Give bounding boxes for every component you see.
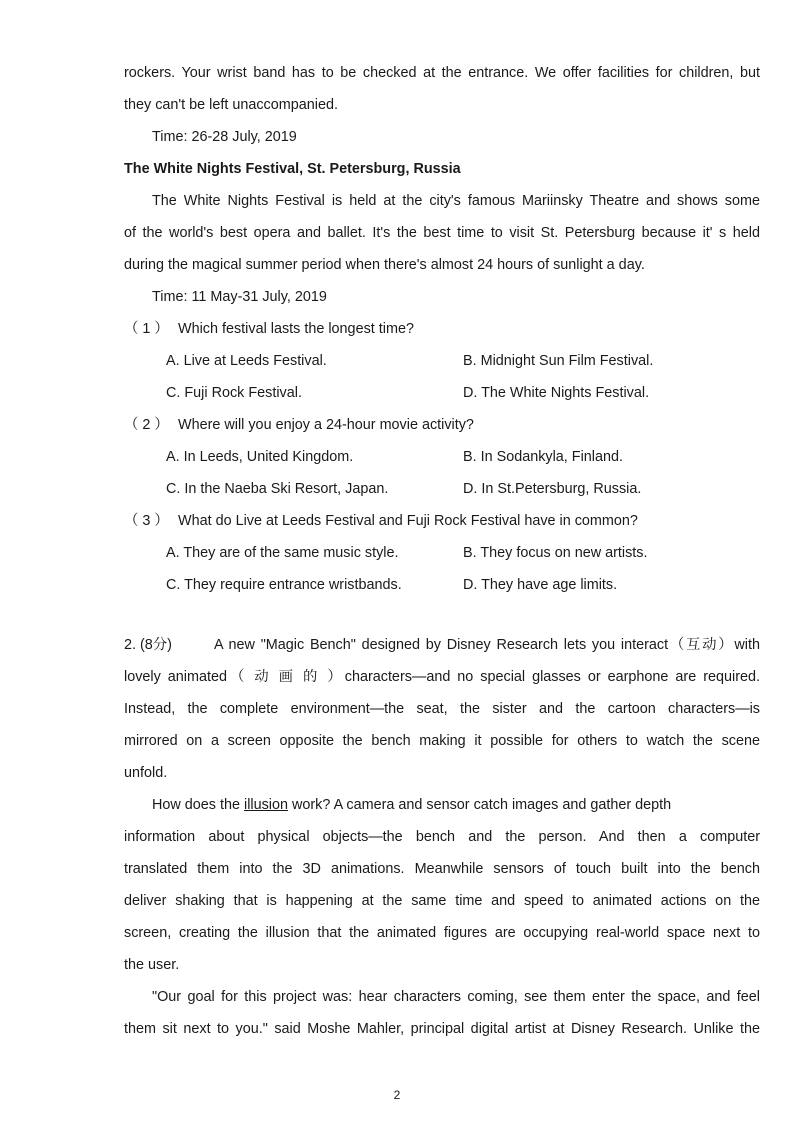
question-text: Where will you enjoy a 24-hour movie activity? [178,417,474,433]
option-c: C. In the Naeba Ski Resort, Japan. [166,481,389,497]
option-a: A. They are of the same music style. [166,545,399,561]
option-b: B. They focus on new artists. [463,545,648,561]
option-b: B. Midnight Sun Film Festival. [463,353,654,369]
text-line: them sit next to you." said Moshe Mahler, principal digital artist at Disney Research. Unlike the [124,1021,760,1037]
festival-time: Time: 11 May-31 July, 2019 [152,289,327,305]
underlined-word: illusion [244,797,288,813]
text-line: Instead, the complete environment—the seat, the sister and the cartoon characters—is [124,701,760,717]
text-line: during the magical summer period when there's almost 24 hours of sunlight a day. [124,257,645,273]
question-number: （ 3 ） [124,513,169,529]
festival-heading: The White Nights Festival, St. Petersburg, Russia [124,161,461,177]
option-c: C. Fuji Rock Festival. [166,385,302,401]
festival-time: Time: 26-28 July, 2019 [152,129,297,145]
question-text: What do Live at Leeds Festival and Fuji Rock Festival have in common? [178,513,638,529]
text-line: mirrored on a screen opposite the bench making it possible for others to watch the scene [124,733,760,749]
text-line: screen, creating the illusion that the animated figures are occupying real-world space next to [124,925,760,941]
question-text: Which festival lasts the longest time? [178,321,414,337]
question-number: （ 2 ） [124,417,169,433]
text-line: rockers. Your wrist band has to be checked at the entrance. We offer facilities for children, but [124,65,760,81]
option-d: D. The White Nights Festival. [463,385,650,401]
text-line: they can't be left unaccompanied. [124,97,338,113]
text-line: translated them into the 3D animations. Meanwhile sensors of touch built into the bench [124,861,760,877]
text-line: of the world's best opera and ballet. It's the best time to visit St. Petersburg because it' s held [124,225,760,241]
text-fragment: How does the [152,797,244,813]
option-c: C. They require entrance wristbands. [166,577,402,593]
text-line: A new "Magic Bench" designed by Disney Research lets you interact（互动）with [214,637,760,653]
page-number: 2 [393,1088,401,1102]
option-a: A. Live at Leeds Festival. [166,353,327,369]
text-line: deliver shaking that is happening at the same time and speed to animated actions on the [124,893,760,909]
text-line [152,796,760,814]
text-line: unfold. [124,765,168,781]
text-line: lovely animated（ 动 画 的 ）characters—and no special glasses or earphone are required. [124,669,760,685]
option-d: D. They have age limits. [463,577,618,593]
option-b: B. In Sodankyla, Finland. [463,449,623,465]
text-line: information about physical objects—the bench and the person. And then a computer [124,829,760,845]
text-line: the user. [124,957,180,973]
question-number: （ 1 ） [124,321,169,337]
text-fragment: work? A camera and sensor catch images and gather depth [288,797,672,813]
section-number: 2. (8分) [124,637,172,653]
text-line: "Our goal for this project was: hear characters coming, see them enter the space, and feel [152,989,760,1005]
option-a: A. In Leeds, United Kingdom. [166,449,354,465]
text-line: The White Nights Festival is held at the city's famous Mariinsky Theatre and shows some [152,193,760,209]
option-d: D. In St.Petersburg, Russia. [463,481,642,497]
